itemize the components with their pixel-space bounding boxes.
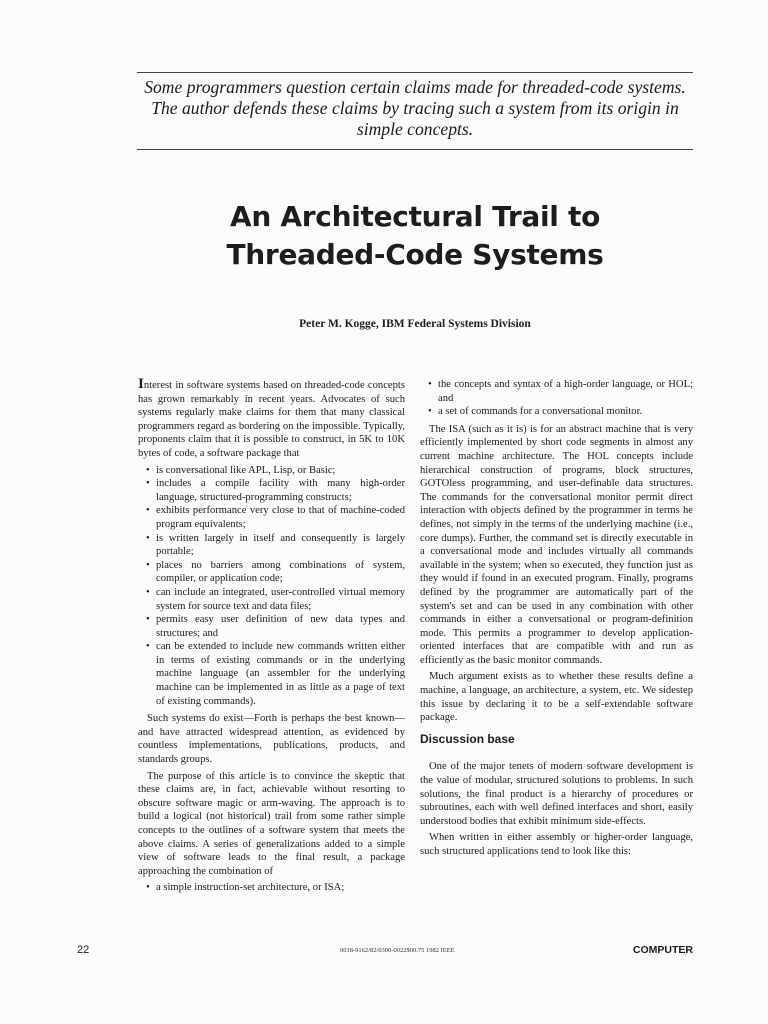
list-item: • is written largely in itself and consequently is largely portable; — [138, 532, 405, 559]
body-paragraph: The ISA (such as it is) is for an abstract machine that is very efficiently implemented by short code segments in almost any current machine architecture. The HOL concepts include hierarchical construction of programs, block structures, GOTOless programming, and user-definable data structures. The commands for the conversational monitor permit direct interaction with objects defined by the programmer in terms he defines, not simply in the terms of the underlying machine (i.e., core dumps). Further, the command set is directly executable in a conversational mode and includes virtually all commands available in the system; when so executed, they function just as they would if found in an executed program. Finally, programs defined by the programmer are automatically part of the system's set and can be used in any combination with other commands in either a conversational or program-definition mode. This permits a programmer to develop application-oriented interfaces that are compatible with and run as efficiently as the basic monitor commands. — [420, 423, 693, 666]
list-item: • permits easy user definition of new data types and structures; and — [138, 613, 405, 640]
section-heading: Discussion base — [420, 731, 515, 746]
title-line-2: Threaded-Code Systems — [226, 238, 604, 271]
body-paragraph: Much argument exists as to whether these results define a machine, a language, an architecture, a system, etc. We sidestep this issue by declaring it to be a self-extendable software package. — [420, 671, 693, 724]
right-column — [420, 378, 693, 862]
drop-cap: I — [138, 376, 144, 392]
body-paragraph: The purpose of this article is to convince the skeptic that these claims are, in fact, achievable without resorting to obscure software magic or arm-waving. The approach is to build a logical (not historical) trail from some rather simple concepts to the outlines of a software system that meets the above claims. A series of generalizations added to a simple view of software leads to the final result, a package approaching the combination of — [138, 770, 405, 877]
body-paragraph: When written in either assembly or higher-order language, such structured applications tend to look like this: — [420, 832, 693, 857]
page-number: 22 — [77, 944, 90, 956]
intro-paragraph — [138, 378, 405, 461]
author-byline: Peter M. Kogge, IBM Federal Systems Division — [299, 318, 531, 330]
list-item: • includes a compile facility with many high-order language, structured-programming constructs; — [138, 477, 405, 504]
bottom-rule — [137, 149, 693, 150]
abstract-deck: Some programmers question certain claims made for threaded-code systems. The author defends these claims by tracing such a system from its origin in simple concepts. — [144, 77, 686, 139]
issn-line: 0018-9162/82/0300-0022$00.75 1982 IEEE — [340, 947, 455, 954]
intro-text: nterest in software systems based on threaded-code concepts has grown remarkably in recent years. Advocates of such systems regularly make claims for them that many classical programmers regard as bordering on the impossible. Typically, proponents claim that it is possible to construct, in 5K to 10K bytes of code, a software package that — [138, 380, 405, 459]
article-title — [140, 198, 690, 274]
list-item: • a simple instruction-set architecture, or ISA; — [138, 881, 405, 895]
title-line-1: An Architectural Trail to — [229, 200, 601, 233]
list-item: • exhibits performance very close to that of machine-coded program equivalents; — [138, 504, 405, 531]
list-item: • can be extended to include new commands written either in terms of existing commands or in the underlying machine language (an assembler for the underlying machine can be implemented in as little as a page of text of existing commands). — [138, 640, 405, 708]
combination-list-continued — [420, 378, 693, 419]
list-item: • a set of commands for a conversational monitor. — [420, 405, 693, 419]
list-item: • can include an integrated, user-controlled virtual memory system for source text and data files; — [138, 586, 405, 613]
list-item: • places no barriers among combinations of system, compiler, or application code; — [138, 559, 405, 586]
combination-list — [138, 881, 405, 895]
body-paragraph: One of the major tenets of modern software development is the value of modular, structured solutions to problems. In such solutions, the final product is a hierarchy of procedures or subroutines, each with well defined interfaces and short, easily understood bodies that exhibit minimum side-effects. — [420, 761, 693, 827]
claims-list — [138, 464, 405, 709]
body-paragraph: Such systems do exist—Forth is perhaps the best known—and have attracted widespread attention, as evidenced by countless implementations, publications, products, and standards groups. — [138, 713, 405, 766]
top-rule — [137, 72, 693, 73]
left-column — [138, 378, 405, 899]
list-item: • is conversational like APL, Lisp, or Basic; — [138, 464, 405, 478]
journal-name: COMPUTER — [632, 944, 693, 956]
list-item: • the concepts and syntax of a high-order language, or HOL; and — [420, 378, 693, 405]
